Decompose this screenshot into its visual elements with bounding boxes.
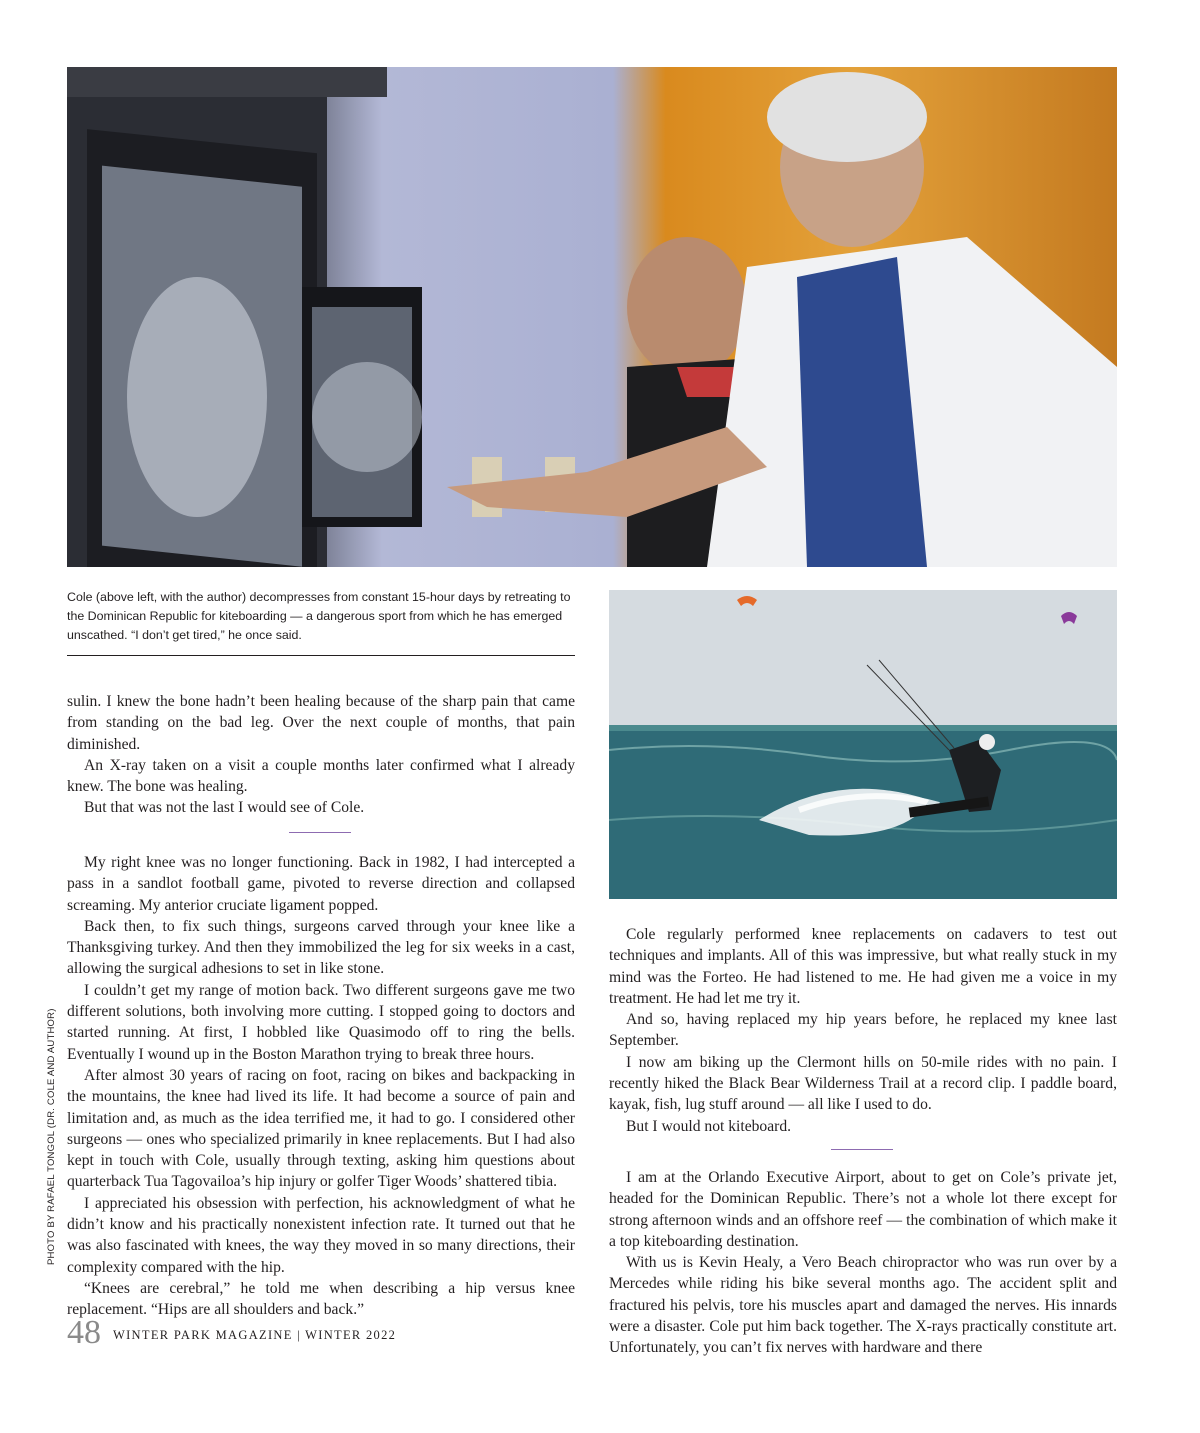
xray-review-photo xyxy=(67,67,1117,567)
body-paragraph: After almost 30 years of racing on foot, racing on bikes and backpacking in the mountains, the knee had lived its life. It had become a source of pain and limitation and, as much as the idea terrified me, it had to go. I considered other surgeons — ones who specialized primarily in knee replacements. But I had also kept in touch with Cole, usually through texting, asking him questions about quarterback Tua Tagovailoa’s hip injury or golfer Tiger Woods’ shattered tibia. xyxy=(67,1066,575,1191)
body-paragraph: With us is Kevin Healy, a Vero Beach chiropractor who was run over by a Mercedes while riding his bike several months ago. The accident split and fractured his pelvis, tore his muscles apart and damaged the nerves. His innards were a disaster. Cole put him back together. The X-rays practically constitute art. Unfortunately, you can’t fix nerves with hardware and there xyxy=(609,1254,1117,1357)
left-column-section-2 xyxy=(67,852,575,1321)
body-paragraph: And so, having replaced my hip years before, he replaced my knee last September. xyxy=(609,1011,1117,1050)
body-paragraph: But I would not kiteboard. xyxy=(626,1117,792,1135)
photo-caption: Cole (above left, with the author) decompresses from constant 15-hour days by retreating to the Dominican Republic for kiteboarding — a dangerous sport from which he has emerged unscathed. “I don’t get tired,” he once said. xyxy=(67,590,571,642)
body-paragraph: I appreciated his obsession with perfection, his acknowledgment of what he didn’t know and his practically nonexistent infection rate. It turned out that he was also fascinated with knees, the way they moved in so many directions, their complexity compared with the hip. xyxy=(67,1194,575,1276)
body-paragraph: An X-ray taken on a visit a couple months later confirmed what I already knew. The bone was healing. xyxy=(67,756,575,796)
caption-rule xyxy=(67,655,575,656)
photo-credit: PHOTO BY RAFAEL TONGOL (DR. COLE AND AUTHOR) xyxy=(46,1008,57,1265)
section-divider xyxy=(289,832,351,833)
body-paragraph: I couldn’t get my range of motion back. Two different surgeons gave me two different solutions, both involving more cutting. I stopped going to doctors and started running. At first, I hobbled like Quasimodo off to ring the bells. Eventually I wound up in the Boston Marathon trying to break three hours. xyxy=(67,981,575,1063)
page-number: 48 xyxy=(67,1314,101,1351)
magazine-name: WINTER PARK MAGAZINE xyxy=(113,1328,293,1342)
left-column xyxy=(67,691,575,819)
body-paragraph: Back then, to fix such things, surgeons carved through your knee like a Thanksgiving turkey. And then they immobilized the leg for six weeks in a cast, allowing the surgical adhesions to set in like stone. xyxy=(67,917,575,978)
kiteboarding-photo xyxy=(609,590,1117,899)
body-paragraph: Cole regularly performed knee replacements on cadavers to test out techniques and implants. All of this was impressive, but what really stuck in my mind was the Forteo. He had listened to me. He had given me a voice in my treatment. He had let me try it. xyxy=(609,926,1117,1007)
footer-separator: | xyxy=(297,1328,301,1342)
section-divider xyxy=(831,1149,893,1150)
body-paragraph: sulin. I knew the bone hadn’t been healing because of the sharp pain that came from standing on the bad leg. Over the next couple of months, that pain diminished. xyxy=(67,693,575,753)
issue-label: WINTER 2022 xyxy=(305,1328,397,1342)
right-column xyxy=(609,924,1117,1137)
body-paragraph: I now am biking up the Clermont hills on 50-mile rides with no pain. I recently hiked the Black Bear Wilderness Trail at a record clip. I paddle board, kayak, fish, lug stuff around — all like I used to do. xyxy=(609,1053,1117,1114)
right-column-section-2 xyxy=(609,1167,1117,1359)
body-paragraph: But that was not the last I would see of Cole. xyxy=(84,799,365,817)
body-paragraph: I am at the Orlando Executive Airport, about to get on Cole’s private jet, headed for the Dominican Republic. There’s not a whole lot there except for strong afternoon winds and an offshore reef — the combination of which make it a top kiteboarding destination. xyxy=(609,1169,1117,1250)
footer-line xyxy=(113,1328,396,1343)
body-paragraph: My right knee was no longer functioning. Back in 1982, I had intercepted a pass in a sandlot football game, pivoted to reverse direction and collapsed screaming. My anterior cruciate ligament popped. xyxy=(67,854,575,914)
body-paragraph: “Knees are cerebral,” he told me when describing a hip versus knee replacement. “Hips are all shoulders and back.” xyxy=(67,1279,575,1319)
